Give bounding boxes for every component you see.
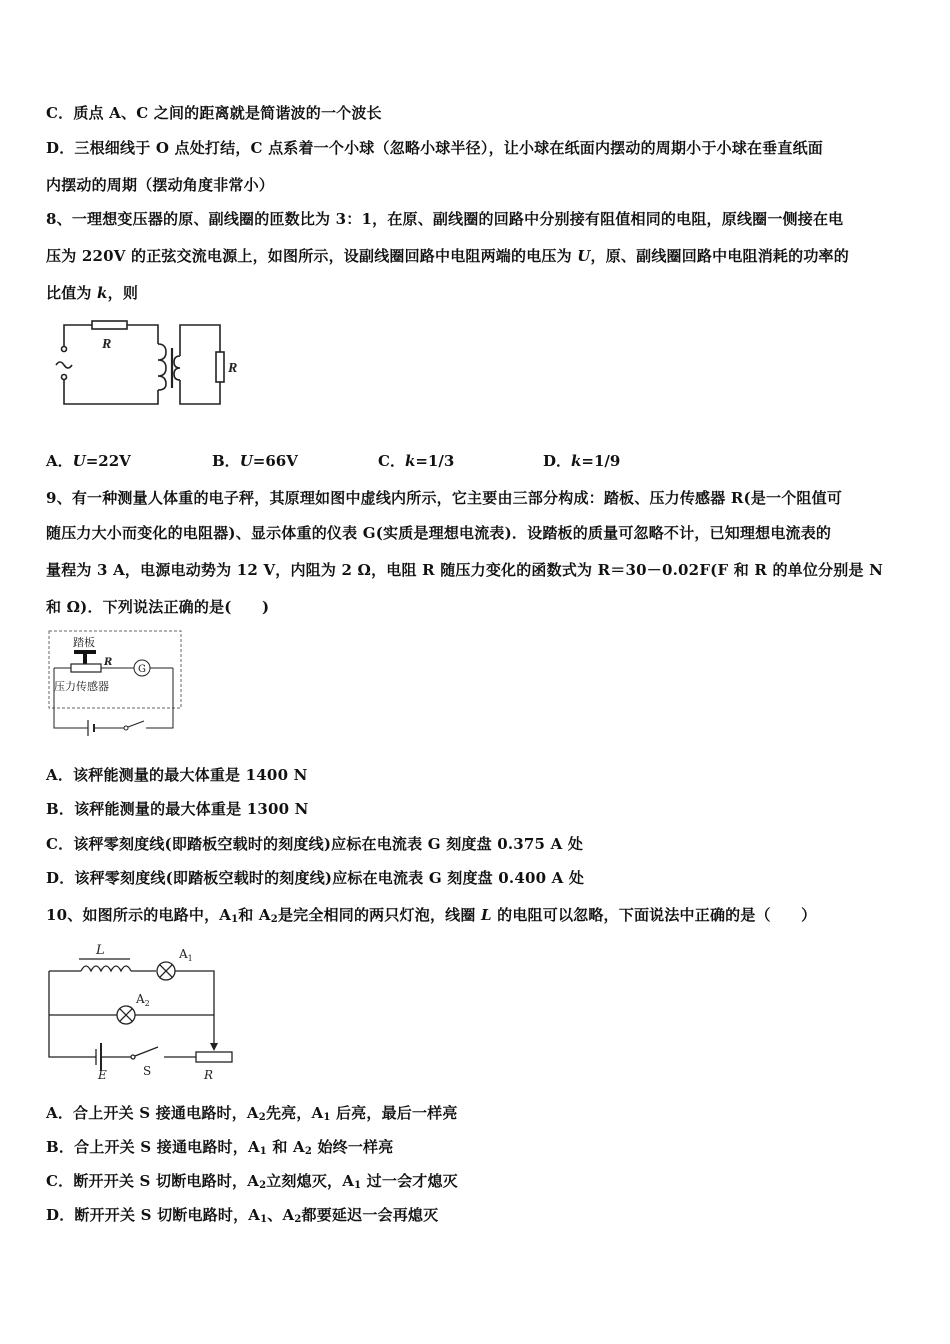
q10-option-text: C．断开开关 S 切断电路时，A (46, 1172, 260, 1190)
q8-option-value: =1/3 (415, 452, 455, 470)
q8-option-letter: C． (378, 452, 405, 470)
q9-figure-label-r: R (104, 657, 113, 668)
q9-stem-line4: 和 Ω)．下列说法正确的是( ) (46, 598, 270, 616)
q10-option-text: B．合上开关 S 接通电路时，A (46, 1138, 260, 1156)
q8-option-letter: D． (543, 452, 572, 470)
q10-option-c (46, 1170, 458, 1191)
q8-option-letter: B． (212, 452, 240, 470)
q8-option-value: =1/9 (581, 452, 621, 470)
q9-option-c: C．该秤零刻度线(即踏板空载时的刻度线)应标在电流表 G 刻度盘 0.375 A 处 (46, 835, 584, 853)
q8-stem-line1: 8、一理想变压器的原、副线圈的匝数比为 3：1，在原、副线圈的回路中分别接有阻值相同的电阻，原线圈一侧接在电 (46, 210, 844, 228)
q10-option-text: 、A (267, 1206, 295, 1224)
q10-subscript: 1 (259, 1146, 267, 1157)
q10-option-text: 先亮，A (265, 1104, 324, 1122)
q7-option-d: D．三根细线于 O 点处打结，C 点系着一个小球（忽略小球半径），让小球在纸面内摆动的周期小于小球在垂直纸面 (46, 139, 823, 157)
q8-text: 压为 220V 的正弦交流电源上，如图所示，设副线圈回路中电阻两端的电压为 (46, 247, 578, 265)
q9-figure-label-sensor: 压力传感器 (54, 680, 109, 693)
q10-subscript: 2 (294, 1214, 302, 1225)
q10-inductor-circuit-figure (46, 937, 236, 1082)
q8-text: ，则 (107, 284, 139, 302)
q10-option-text: D．断开开关 S 切断电路时，A (46, 1206, 261, 1224)
q8-option-c (378, 450, 454, 471)
q9-stem-line1: 9、有一种测量人体重的电子秤，其原理如图中虚线内所示，它主要由三部分构成：踏板、压力传感器 R(是一个阻值可 (46, 489, 843, 507)
q8-figure-label-r2: R (228, 361, 238, 376)
q8-text: ，原、副线圈回路中电阻消耗的功率的 (590, 247, 849, 265)
q10-option-text: A．合上开关 S 接通电路时，A (46, 1104, 259, 1122)
q8-var-k: k (97, 284, 108, 302)
q10-subscript: 2 (258, 1112, 266, 1123)
q10-text: 10、如图所示的电路中，A (46, 906, 232, 924)
q10-subscript: 2 (259, 1180, 267, 1191)
q8-option-d (543, 450, 620, 471)
q9-figure-label-pedal: 踏板 (73, 636, 95, 649)
q10-subscript: 1 (323, 1112, 331, 1123)
q10-subscript: 2 (270, 914, 278, 925)
q10-figure-label-a2: $A_2$ (136, 992, 150, 1008)
q9-option-d: D．该秤零刻度线(即踏板空载时的刻度线)应标在电流表 G 刻度盘 0.400 A 处 (46, 869, 585, 887)
q8-option-a (46, 450, 131, 471)
q10-figure-label-a1: $A_1$ (179, 947, 193, 963)
q10-option-a (46, 1102, 458, 1123)
q7-option-d-cont: 内摆动的周期（摆动角度非常小） (46, 176, 275, 194)
q8-var-u: U (577, 247, 591, 265)
q8-option-b (212, 450, 298, 471)
q10-text: 的电阻可以忽略，下面说法中正确的是（ ） (491, 906, 817, 924)
q10-option-text: 始终一样亮 (312, 1138, 394, 1156)
q10-subscript: 1 (231, 914, 239, 925)
q9-option-a: A．该秤能测量的最大体重是 1400 N (46, 766, 308, 784)
q9-scale-circuit-figure (46, 628, 186, 738)
q9-figure-label-g: G (138, 664, 146, 675)
q10-subscript: 1 (354, 1180, 362, 1191)
q10-figure-label-e: E (98, 1068, 107, 1082)
q10-text: 是完全相同的两只灯泡，线圈 (277, 906, 481, 924)
q9-stem-line2: 随压力大小而变化的电阻器)、显示体重的仪表 G(实质是理想电流表)．设踏板的质量可忽略不计，已知理想电流表的 (46, 524, 832, 542)
q10-option-text: 过一会才熄灭 (361, 1172, 458, 1190)
q8-figure-label-r1: R (102, 337, 112, 352)
q8-option-letter: A． (46, 452, 73, 470)
q10-text: 和 A (238, 906, 271, 924)
q9-option-b: B．该秤能测量的最大体重是 1300 N (46, 800, 309, 818)
q10-figure-label-r: R (204, 1068, 214, 1082)
q8-option-var: U (72, 452, 86, 470)
q8-option-var: k (404, 452, 416, 470)
q10-var-l: L (480, 906, 492, 924)
q8-stem-line3 (46, 282, 138, 303)
q10-stem (46, 904, 816, 925)
q10-option-d (46, 1204, 438, 1225)
q10-figure-label-s: S (143, 1064, 152, 1078)
q10-option-text: 立刻熄灭，A (266, 1172, 355, 1190)
q10-option-text: 都要延迟一会再熄灭 (301, 1206, 439, 1224)
q10-option-text: 后亮，最后一样亮 (330, 1104, 458, 1122)
q10-subscript: 2 (304, 1146, 313, 1157)
q10-option-text: 和 A (266, 1138, 305, 1156)
q8-stem-line2 (46, 245, 849, 266)
q8-option-value: =66V (252, 452, 298, 470)
q10-subscript: 1 (260, 1214, 268, 1225)
q10-option-b (46, 1136, 393, 1157)
q10-figure-label-l: L (96, 943, 105, 958)
q8-transformer-circuit-figure (52, 318, 252, 410)
q8-text: 比值为 (46, 284, 98, 302)
q7-option-c: C．质点 A、C 之间的距离就是简谐波的一个波长 (46, 104, 382, 122)
q8-option-value: =22V (85, 452, 131, 470)
q8-option-var: k (571, 452, 582, 470)
q8-option-var: U (239, 452, 253, 470)
q9-stem-line3: 量程为 3 A，电源电动势为 12 V，内阻为 2 Ω，电阻 R 随压力变化的函数式为 R＝30－0.02F(F 和 R 的单位分别是 N (46, 561, 883, 579)
